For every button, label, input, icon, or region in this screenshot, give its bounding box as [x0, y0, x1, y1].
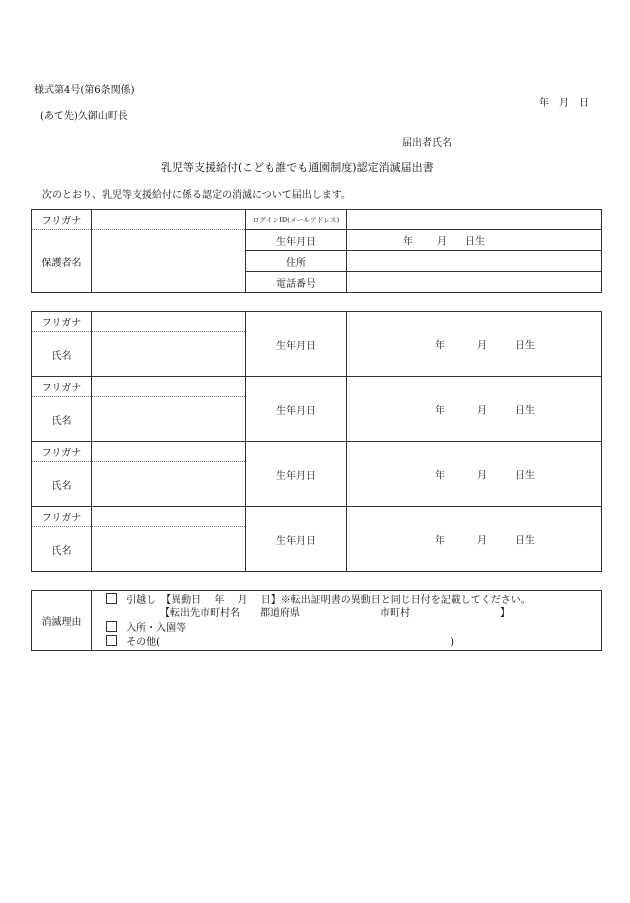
- child-dob-month: 月: [477, 405, 487, 417]
- child-furigana-label: フリガナ: [32, 312, 92, 332]
- child-name-input[interactable]: [92, 527, 246, 572]
- login-id-input[interactable]: [347, 210, 602, 230]
- child-furigana-input[interactable]: [92, 312, 246, 332]
- child-name-label: 氏名: [32, 397, 92, 442]
- addressee: (あて先)久御山町長: [40, 111, 128, 122]
- child-dob-label: 生年月日: [246, 312, 347, 377]
- guardian-dob-field[interactable]: [347, 230, 602, 251]
- child-dob-day: 日生: [515, 405, 535, 417]
- child-dob-day: 日生: [515, 535, 535, 547]
- child-dob-label: 生年月日: [246, 377, 347, 442]
- child-name-label: 氏名: [32, 332, 92, 377]
- child-dob-field[interactable]: [347, 377, 602, 442]
- child-name-input[interactable]: [92, 462, 246, 507]
- child-dob-year: 年: [435, 470, 445, 482]
- reason-options: [92, 591, 602, 651]
- login-id-label: ログインID(メールアドレス): [246, 210, 347, 230]
- guardian-dob-label: 生年月日: [246, 230, 347, 251]
- guardian-dob-year: 年: [403, 236, 413, 248]
- date-line: 年 月 日: [539, 98, 589, 109]
- child-name-input[interactable]: [92, 332, 246, 377]
- guardian-dob-day: 日生: [465, 236, 485, 248]
- child-dob-year: 年: [435, 340, 445, 352]
- child-dob-label: 生年月日: [246, 442, 347, 507]
- child-dob-month: 月: [477, 470, 487, 482]
- child-dob-field[interactable]: [347, 442, 602, 507]
- child-dob-day: 日生: [515, 470, 535, 482]
- address-label: 住所: [246, 251, 347, 272]
- child-dob-label: 生年月日: [246, 507, 347, 572]
- child-furigana-input[interactable]: [92, 377, 246, 397]
- submitter-label: 届出者氏名: [402, 138, 452, 149]
- child-dob-month: 月: [477, 340, 487, 352]
- child-dob-month: 月: [477, 535, 487, 547]
- child-dob-field[interactable]: [347, 312, 602, 377]
- moving-checkbox[interactable]: [106, 593, 117, 604]
- child-dob-year: 年: [435, 535, 445, 547]
- address-input[interactable]: [347, 251, 602, 272]
- child-furigana-input[interactable]: [92, 507, 246, 527]
- move-destination-line: 【転出先市町村名 都道府県 市町村 】: [160, 607, 510, 619]
- child-name-label: 氏名: [32, 462, 92, 507]
- enrollment-checkbox[interactable]: [106, 621, 117, 632]
- guardian-name-input[interactable]: [92, 230, 246, 293]
- child-furigana-label: フリガナ: [32, 377, 92, 397]
- other-label: その他( ): [126, 637, 454, 649]
- child-furigana-label: フリガナ: [32, 507, 92, 527]
- phone-input[interactable]: [347, 272, 602, 293]
- page-title: 乳児等支援給付(こども誰でも通園制度)認定消滅届出書: [161, 161, 434, 174]
- child-name-input[interactable]: [92, 397, 246, 442]
- guardian-dob-month: 月: [437, 236, 447, 248]
- guardian-name-label: 保護者名: [32, 230, 92, 293]
- enrollment-label: 入所・入園等: [126, 622, 187, 634]
- child-name-label: 氏名: [32, 527, 92, 572]
- children-table: [31, 311, 602, 572]
- child-dob-field[interactable]: [347, 507, 602, 572]
- child-dob-day: 日生: [515, 340, 535, 352]
- reason-label: 消滅理由: [32, 591, 92, 651]
- other-checkbox[interactable]: [106, 635, 117, 646]
- guardian-table: [31, 209, 602, 293]
- child-furigana-input[interactable]: [92, 442, 246, 462]
- guardian-furigana-input[interactable]: [92, 210, 246, 230]
- child-dob-year: 年: [435, 405, 445, 417]
- reason-table: [31, 590, 602, 651]
- moving-label: 引越し 【異動日 年 月 日】※転出証明書の異動日と同じ日付を記載してください。: [126, 595, 531, 606]
- form-number: 様式第4号(第6条関係): [34, 85, 135, 96]
- intro-text: 次のとおり、乳児等支援給付に係る認定の消滅について届出します。: [42, 190, 351, 201]
- guardian-furigana-label: フリガナ: [32, 210, 92, 230]
- child-furigana-label: フリガナ: [32, 442, 92, 462]
- phone-label: 電話番号: [246, 272, 347, 293]
